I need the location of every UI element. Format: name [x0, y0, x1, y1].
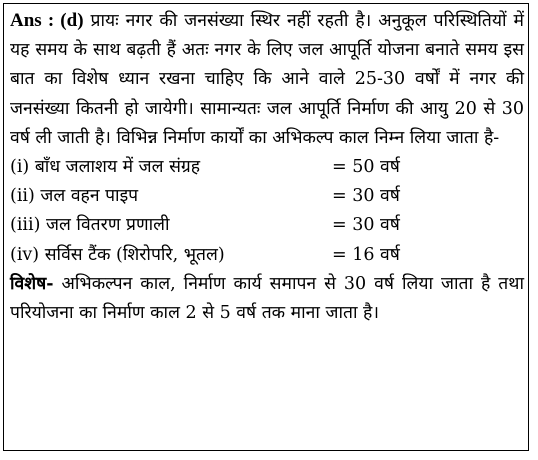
- list-item: [10, 182, 524, 211]
- item-label: (i) बाँध जलाशय में जल संग्रह: [10, 157, 201, 178]
- item-value: = 16 वर्ष: [332, 244, 400, 265]
- item-value: = 30 वर्ष: [332, 215, 400, 236]
- list-item: [10, 241, 524, 270]
- intro-text: प्रायः नगर की जनसंख्या स्थिर नहीं रहती है। अनुकूल परिस्थितियों में यह समय के साथ बढ़ती हैं अतः नगर के लिए जल आपूर्ति योजना बनाते समय इस बात का विशेष ध्यान रखना चाहिए कि आने वाले 25-30 वर्षों में नगर की जनसंख्या कितनी हो जायेगी। सामान्यतः जल आपूर्ति निर्माण की आयु 20 से 30 वर्ष ली जाती है। विभिन्न निर्माण कार्यों का अभिकल्प काल निम्न लिया जाता है-: [10, 11, 524, 148]
- answer-label: Ans : (d): [10, 10, 84, 31]
- list-item: [10, 211, 524, 240]
- item-value: = 30 वर्ष: [332, 186, 400, 207]
- item-value: = 50 वर्ष: [332, 157, 400, 178]
- note-text: अभिकल्पन काल, निर्माण कार्य समापन से 30 वर्ष लिया जाता है तथा परियोजना का निर्माण काल 2 से 5 वर्ष तक माना जाता है।: [10, 273, 524, 323]
- answer-box: [3, 3, 529, 451]
- item-label: (iv) सर्विस टैंक (शिरोपरि, भूतल): [10, 244, 225, 265]
- intro-paragraph: [10, 6, 524, 153]
- item-label: (ii) जल वहन पाइप: [10, 186, 139, 207]
- note-paragraph: [10, 270, 524, 328]
- note-label: विशेष-: [10, 273, 54, 294]
- item-label: (iii) जल वितरण प्रणाली: [10, 215, 170, 236]
- list-item: [10, 153, 524, 182]
